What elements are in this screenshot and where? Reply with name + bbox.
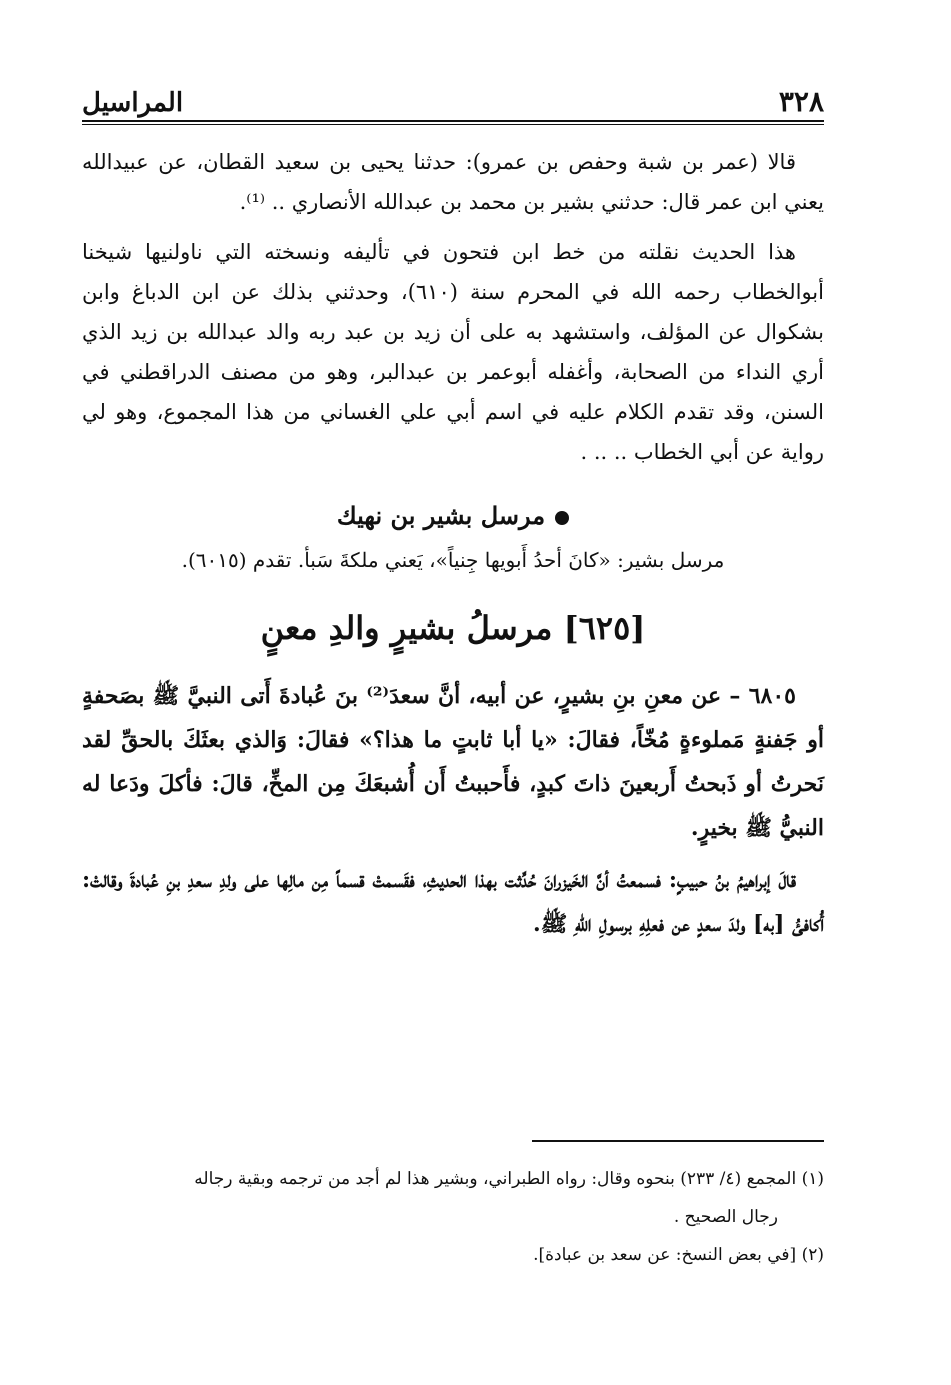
header-rule bbox=[82, 120, 824, 122]
paragraph-2: هذا الحديث نقلته من خط ابن فتحون في تأليفه ونسخته التي ناولنيها شيخنا أبوالخطاب رحمه الله في المحرم سنة (٦١٠)، وحدثني بذلك عن ابن الدباغ وابن بشكوال عن المؤلف، واستشهد به على أن زيد بن عبد ربه والد عبدالله بن زيد الذي أري النداء من الصحابة، وأغفله أبوعمر بن عبدالبر، وهو من مصنف الدراقطني في السنن، وقد تقدم الكلام عليه في اسم أبي علي الغساني من هذا المجموع، وهو لي رواية عن أبي الخطاب .. .. . bbox=[82, 240, 824, 464]
bullet-icon bbox=[555, 511, 569, 525]
footnote-2: (٢) [في بعض النسخ: عن سعد بن عبادة]. bbox=[533, 1245, 824, 1265]
hadith-paragraph-1: ٦٨٠٥ – عن معنِ بنِ بشيرٍ، عن أبيه، أنَّ سعدَ⁽²⁾ بنَ عُبادةَ أَتى النبيَّ ﷺ بصَحفةٍ أو جَفنةٍ مَملوءةٍ مُخّاً، فقالَ: «يا أبا ثابتٍ ما هذا؟» فقالَ: وَالذي بعثَكَ بالحقِّ لقد نَحرتُ أو ذَبحتُ أَربعينَ ذاتَ كبدٍ، فأَحببتُ أَن أُشبعَكَ مِن المخِّ، قالَ: فأكلَ ودَعا له النبيُّ ﷺ بخيرٍ. bbox=[82, 683, 824, 841]
page-number: ٣٢٨ bbox=[778, 85, 824, 118]
paragraph-1: قالا (عمر بن شبة وحفص بن عمرو): حدثنا يحيى بن سعيد القطان، عن عبيدالله يعني ابن عمر قال: حدثني بشير بن محمد بن عبدالله الأنصاري .. ⁽¹⁾. bbox=[82, 150, 824, 214]
page-header bbox=[82, 82, 824, 118]
footnote-rule bbox=[532, 1140, 824, 1142]
subsection-line: مرسل بشير: «كانَ أحدُ أَبويها جِنياً»، يَعني ملكةَ سَبأ. تقدم (٦٠١٥). bbox=[181, 548, 725, 572]
section-title: [٦٢٥] مرسلُ بشيرٍ والدِ معنٍ bbox=[260, 609, 646, 647]
hadith-paragraph-2: قالَ إبراهيمُ بنُ حبيبٍ: فسمعتُ أنَّ الخَيزرانَ حُدِّثت بهذا الحديثِ، فقَسمتْ قسماً مِن مالِها على ولدِ سعدِ بنِ عُبادةَ وقالتْ: أُكافئُ [به] ولدَ سعدٍ عن فعلِهِ برسولِ اللهِ ﷺ. bbox=[82, 867, 824, 937]
main-text bbox=[82, 142, 824, 954]
subsection-heading-text: مرسل بشير بن نهيك bbox=[336, 501, 546, 530]
footnote-1-cont: رجال الصحيح . bbox=[673, 1207, 778, 1227]
subsection-heading bbox=[82, 496, 824, 536]
header-rule-thin bbox=[82, 124, 824, 125]
footnote-1: (١) المجمع (٤/ ٢٣٣) بنحوه وقال: رواه الطبراني، وبشير هذا لم أجد من ترجمه وبقية رجاله bbox=[194, 1169, 824, 1189]
footnotes bbox=[82, 1160, 824, 1274]
hadith-block bbox=[82, 674, 824, 946]
running-title: المراسيل bbox=[82, 88, 184, 118]
